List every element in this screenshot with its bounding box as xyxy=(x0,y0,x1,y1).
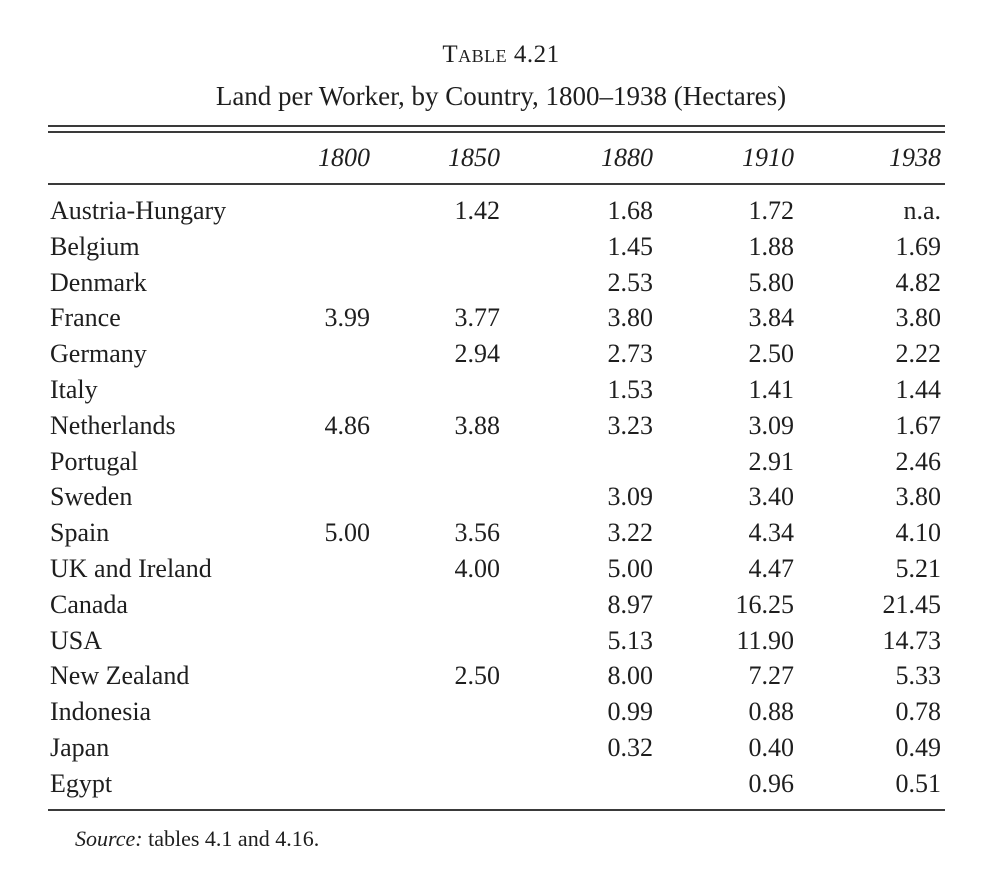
value-cell-1910: 0.88 xyxy=(748,697,794,727)
country-name: Spain xyxy=(50,518,110,548)
table-body xyxy=(48,193,945,802)
value-cell-1880: 1.45 xyxy=(607,231,653,261)
value-cell-1880: 3.23 xyxy=(607,410,653,440)
country-name: USA xyxy=(50,625,103,655)
column-header-1850: 1850 xyxy=(448,143,500,172)
table-row xyxy=(48,766,945,802)
value-cell-1938: 5.21 xyxy=(895,553,941,583)
header-rule xyxy=(48,183,945,185)
table-row xyxy=(48,479,945,515)
value-cell-1910: 4.47 xyxy=(748,553,794,583)
value-cell-1938: 1.69 xyxy=(895,231,941,261)
country-name: Germany xyxy=(50,339,147,369)
value-cell-1910: 1.72 xyxy=(748,196,794,225)
value-cell-1938: 1.67 xyxy=(895,410,941,440)
source-label: Source: xyxy=(75,826,143,851)
source-text: tables 4.1 and 4.16. xyxy=(142,826,320,851)
value-cell-1938: 0.78 xyxy=(895,697,941,727)
column-header-1880: 1880 xyxy=(601,143,653,172)
value-cell-1880: 5.13 xyxy=(607,625,653,655)
table-row xyxy=(48,372,945,408)
value-cell-1880: 3.80 xyxy=(607,303,653,333)
value-cell-1850: 2.94 xyxy=(454,339,500,369)
table-label-number: 4.21 xyxy=(513,41,560,68)
value-cell-1880: 5.00 xyxy=(607,553,653,583)
value-cell-1880: 1.68 xyxy=(607,196,653,225)
country-name: Austria-Hungary xyxy=(50,196,227,225)
value-cell-1880: 8.97 xyxy=(607,589,653,619)
value-cell-1800: 5.00 xyxy=(324,518,370,548)
value-cell-1938: n.a. xyxy=(903,196,941,225)
value-cell-1910: 0.40 xyxy=(748,732,794,762)
value-cell-1880: 2.53 xyxy=(607,267,653,297)
country-name: New Zealand xyxy=(50,661,190,691)
country-name: Denmark xyxy=(50,267,147,297)
country-name: France xyxy=(50,303,121,333)
table-row xyxy=(48,265,945,301)
source-note xyxy=(75,824,319,854)
value-cell-1800: 4.86 xyxy=(324,410,370,440)
value-cell-1880: 8.00 xyxy=(607,661,653,691)
value-cell-1938: 3.80 xyxy=(895,303,941,333)
table-row xyxy=(48,229,945,265)
column-header-1910: 1910 xyxy=(742,143,794,172)
value-cell-1938: 2.22 xyxy=(895,339,941,369)
value-cell-1880: 1.53 xyxy=(607,374,653,404)
value-cell-1938: 1.44 xyxy=(895,374,941,404)
table-row xyxy=(48,551,945,587)
value-cell-1938: 21.45 xyxy=(882,589,941,619)
table-row xyxy=(48,623,945,659)
table-row xyxy=(48,336,945,372)
value-cell-1938: 2.46 xyxy=(895,446,941,476)
country-name: Netherlands xyxy=(50,410,176,440)
value-cell-1880: 0.99 xyxy=(607,697,653,727)
value-cell-1938: 0.49 xyxy=(895,732,941,762)
value-cell-1910: 3.09 xyxy=(748,410,794,440)
column-header-1938: 1938 xyxy=(889,143,941,172)
value-cell-1910: 1.41 xyxy=(748,374,794,404)
value-cell-1880: 3.09 xyxy=(607,482,653,512)
table-number xyxy=(0,40,1002,70)
top-rule-outer xyxy=(48,125,945,127)
value-cell-1910: 1.88 xyxy=(748,231,794,261)
table-row xyxy=(48,587,945,623)
country-name: Italy xyxy=(50,374,98,404)
value-cell-1850: 3.88 xyxy=(454,410,500,440)
value-cell-1910: 2.91 xyxy=(748,446,794,476)
value-cell-1910: 11.90 xyxy=(736,625,794,655)
value-cell-1910: 7.27 xyxy=(748,661,794,691)
table-row xyxy=(48,658,945,694)
country-name: Indonesia xyxy=(50,697,152,727)
value-cell-1910: 0.96 xyxy=(748,768,794,798)
value-cell-1880: 0.32 xyxy=(607,732,653,762)
table-row xyxy=(48,730,945,766)
value-cell-1850: 4.00 xyxy=(454,553,500,583)
value-cell-1938: 4.10 xyxy=(895,518,941,548)
value-cell-1938: 5.33 xyxy=(895,661,941,691)
value-cell-1880: 3.22 xyxy=(607,518,653,548)
table-row xyxy=(48,408,945,444)
table-row xyxy=(48,300,945,336)
value-cell-1910: 3.40 xyxy=(748,482,794,512)
value-cell-1910: 3.84 xyxy=(748,303,794,333)
value-cell-1850: 2.50 xyxy=(454,661,500,691)
value-cell-1800: 3.99 xyxy=(324,303,370,333)
value-cell-1910: 2.50 xyxy=(748,339,794,369)
table-row xyxy=(48,193,945,229)
value-cell-1850: 3.77 xyxy=(454,303,500,333)
country-name: Egypt xyxy=(50,768,113,798)
value-cell-1850: 1.42 xyxy=(454,196,500,225)
value-cell-1910: 5.80 xyxy=(748,267,794,297)
country-name: Japan xyxy=(50,732,110,762)
country-name: Portugal xyxy=(50,446,139,476)
table-row xyxy=(48,444,945,480)
table-label-prefix: Table xyxy=(442,41,508,68)
column-header-row xyxy=(48,140,945,176)
value-cell-1938: 0.51 xyxy=(895,768,941,798)
value-cell-1938: 4.82 xyxy=(895,267,941,297)
value-cell-1938: 3.80 xyxy=(895,482,941,512)
column-header-1800: 1800 xyxy=(318,143,370,172)
value-cell-1880: 2.73 xyxy=(607,339,653,369)
value-cell-1938: 14.73 xyxy=(882,625,941,655)
country-name: Sweden xyxy=(50,482,133,512)
table-row xyxy=(48,694,945,730)
country-name: Belgium xyxy=(50,231,140,261)
table-title: Land per Worker, by Country, 1800–1938 (Hectares) xyxy=(215,81,787,111)
bottom-rule xyxy=(48,809,945,811)
country-name: UK and Ireland xyxy=(50,553,212,583)
table-row xyxy=(48,515,945,551)
value-cell-1910: 16.25 xyxy=(735,589,794,619)
value-cell-1850: 3.56 xyxy=(454,518,500,548)
country-name: Canada xyxy=(50,589,128,619)
top-rule-inner xyxy=(48,131,945,133)
value-cell-1910: 4.34 xyxy=(748,518,794,548)
